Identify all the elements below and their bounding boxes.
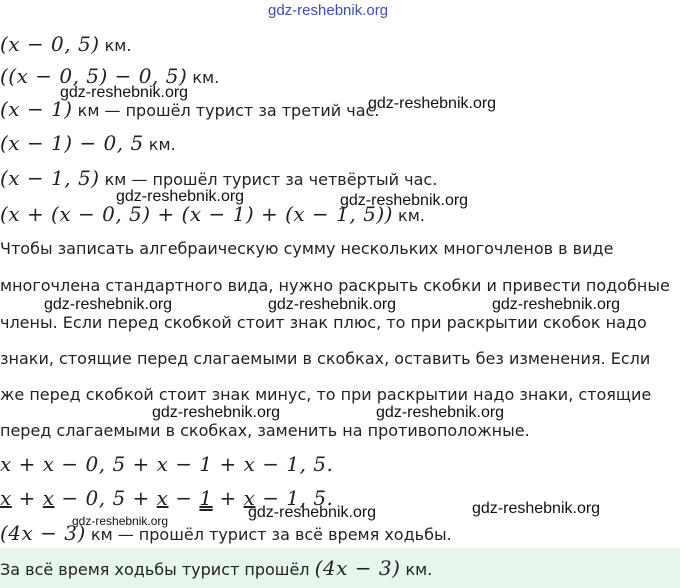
line-14 [0, 488, 333, 510]
line-text: км. [143, 135, 176, 154]
line-text: км — прошёл турист за третий час. [72, 101, 380, 120]
math-expression: (x − 0, 5) [0, 32, 100, 56]
math-expression: (x − 1) − 0, 5 [0, 131, 144, 155]
underlined-term: x [243, 486, 256, 510]
line-5 [0, 168, 437, 190]
line-4 [0, 133, 176, 155]
line-6 [0, 204, 425, 226]
watermark: gdz-reshebnik.org [248, 504, 377, 521]
operator: + [212, 486, 244, 510]
math-expression: (x + (x − 0, 5) + (x − 1) + (x − 1, 5)) [0, 202, 393, 226]
operator: − [168, 486, 200, 510]
math-expression: (x − 1) [0, 97, 73, 121]
underlined-term: x [156, 486, 169, 510]
line-text: км. [99, 36, 132, 55]
answer-expression: (4x − 3) [314, 556, 401, 580]
math-expression [0, 486, 333, 510]
answer-text: За всё время ходьбы турист прошёл [0, 560, 310, 579]
math-expression: ((x − 0, 5) − 0, 5) [0, 64, 188, 88]
math-expression: (4x − 3) [0, 521, 86, 545]
math-expression: (x − 1, 5) [0, 166, 100, 190]
operator: − 0, 5 + [54, 486, 157, 510]
line-text: км. [392, 206, 425, 225]
paragraph-line: Чтобы записать алгебраическую сумму нескольких многочленов в виде [0, 239, 614, 258]
paragraph-line: многочлена стандартного вида, нужно раскрыть скобки и привести подобные [0, 276, 670, 295]
watermark: gdz-reshebnik.org [116, 188, 245, 205]
answer-unit: км. [405, 560, 433, 579]
watermark: gdz-reshebnik.org [472, 500, 601, 517]
paragraph-line: члены. Если перед скобкой стоит знак плюс, то при раскрытии скобок надо [0, 313, 647, 332]
paragraph-line: перед слагаемыми в скобках, заменить на противоположные. [0, 421, 530, 440]
line-text: км — прошёл турист за четвёртый час. [99, 170, 438, 189]
line-text: км — прошёл турист за всё время ходьбы. [85, 525, 452, 544]
watermark: gdz-reshebnik.org [152, 404, 281, 421]
answer-line [0, 558, 432, 580]
line-3 [0, 99, 379, 121]
watermark: gdz-reshebnik.org [60, 84, 189, 101]
watermark: gdz-reshebnik.org [340, 192, 469, 209]
line-2 [0, 66, 219, 88]
answer-box [0, 548, 680, 588]
watermark: gdz-reshebnik.org [492, 296, 621, 313]
watermark-small: gdz-reshebnik.org [72, 514, 169, 528]
line-15 [0, 523, 452, 545]
operator: − 1, 5. [255, 486, 334, 510]
math-expression: x + x − 0, 5 + x − 1 + x − 1, 5. [0, 452, 334, 476]
watermark: gdz-reshebnik.org [44, 296, 173, 313]
double-underlined-term: 1 [199, 486, 213, 510]
watermark-top[interactable]: gdz-reshebnik.org [268, 2, 389, 19]
paragraph-line: знаки, стоящие перед слагаемыми в скобках, оставить без изменения. Если [0, 349, 651, 368]
underlined-term: x [0, 486, 12, 510]
line-text: км. [187, 68, 220, 87]
line-1 [0, 34, 131, 56]
watermark: gdz-reshebnik.org [368, 95, 497, 112]
line-13 [0, 454, 333, 476]
watermark: gdz-reshebnik.org [268, 296, 397, 313]
operator: + [11, 486, 43, 510]
paragraph-line: же перед скобкой стоит знак минус, то при раскрытии надо знаки, стоящие [0, 385, 652, 404]
watermark: gdz-reshebnik.org [376, 404, 505, 421]
underlined-term: x [42, 486, 55, 510]
